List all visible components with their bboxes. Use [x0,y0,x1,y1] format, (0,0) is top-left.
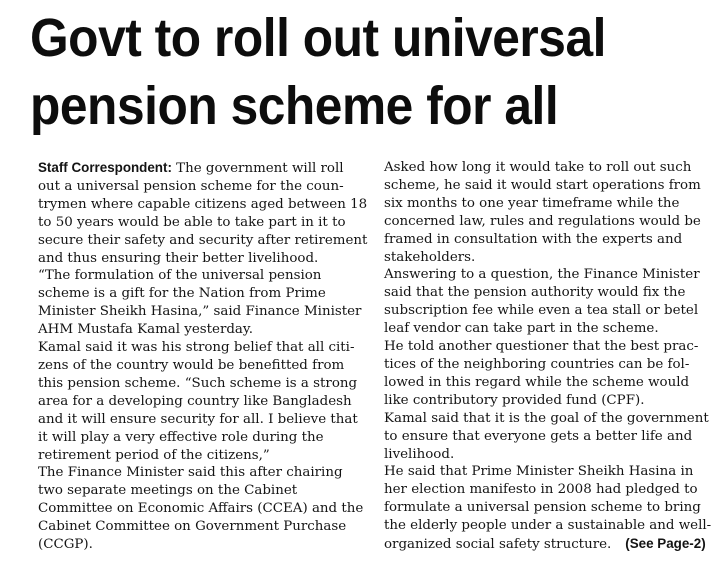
body-line: zens of the country would be benefitted from [38,357,345,373]
body-line: Answering to a question, the Finance Minister [384,267,700,283]
body-line: “The formulation of the universal pension [38,268,322,284]
body-line: formulate a universal pension scheme to bring [384,500,701,516]
body-line: Minister Sheikh Hasina,” said Finance Minister [38,304,362,320]
body-line-text: The government will roll [171,161,344,176]
body-line: lowed in this regard while the scheme would [384,374,690,390]
body-line: like contributory provided fund (CPF). [384,392,645,408]
body-line: leaf vendor can take part in the scheme. [384,321,659,337]
right-column [384,159,710,554]
body-line: The Finance Minister said this after chairing [38,465,343,481]
body-line: concerned law, rules and regulations would be [384,213,701,229]
body-line: it will play a very effective role during the [38,429,324,445]
body-line: scheme is a gift for the Nation from Prime [38,286,326,302]
body-line: to ensure that everyone gets a better life and [384,428,693,444]
body-line: AHM Mustafa Kamal yesterday. [38,322,253,338]
body-line: livelihood. [384,446,455,462]
body-line-text: organized social safety structure. [384,537,612,553]
body-line: Committee on Economic Affairs (CCEA) and the [38,501,364,517]
body-line: retirement period of the citizens,” [38,447,270,463]
body-line: framed in consultation with the experts and [384,231,683,247]
body-line: six months to one year timeframe while the [384,195,680,211]
body-line: this pension scheme. “Such scheme is a strong [38,375,358,391]
body-line: scheme, he said it would start operations from [384,177,701,193]
body-line: area for a developing country like Bangladesh [38,393,352,409]
body-line: her election manifesto in 2008 had pledged to [384,482,698,498]
headline [30,4,656,140]
body-line: Kamal said it was his strong belief that all citi- [38,340,355,356]
byline: Staff Correspondent: [38,160,172,175]
body-line: stakeholders. [384,249,476,265]
headline-line-1: Govt to roll out universal [30,8,606,68]
body-line: Cabinet Committee on Government Purchase [38,519,347,535]
body-line: two separate meetings on the Cabinet [38,483,298,499]
body-line: tices of the neighboring countries can be fol- [384,356,690,372]
headline-line-2: pension scheme for all [30,76,559,136]
body-line: Asked how long it would take to roll out such [384,160,692,175]
body-line: (CCGP). [38,537,93,553]
body-line: out a universal pension scheme for the coun- [38,178,344,194]
body-line [38,159,364,178]
body-line: the elderly people under a sustainable and well- [384,518,712,534]
body-line: and it will ensure security for all. I believe that [38,411,358,427]
body-line: said that the pension authority would fix the [384,285,686,301]
body-line: secure their safety and security after retirement [38,232,368,248]
body-line: He told another questioner that the best prac- [384,339,699,355]
left-column [38,159,368,554]
body-line: and thus ensuring their better livelihood. [38,250,319,266]
body-line: trymen where capable citizens aged between 18 [38,196,368,212]
continuation-link[interactable]: (See Page-2) [625,536,706,552]
body-line: to 50 years would be able to take part in it to [38,214,346,230]
body-line [384,535,710,554]
body-line: subscription fee while even a tea stall or betel [384,303,699,319]
body-line: Kamal said that it is the goal of the government [384,410,709,426]
body-line: He said that Prime Minister Sheikh Hasina in [384,464,694,480]
